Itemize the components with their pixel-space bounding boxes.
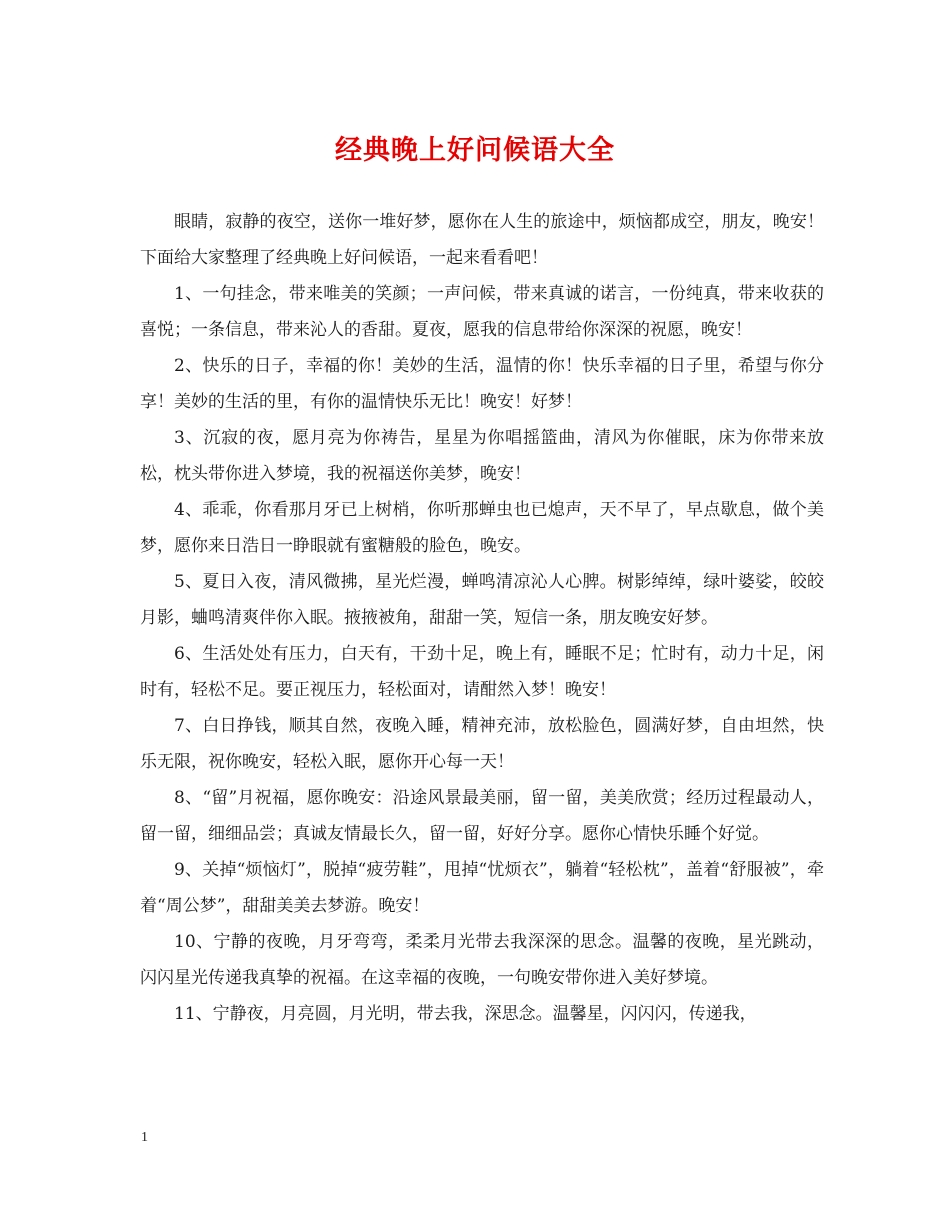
paragraph-1: 1、一句挂念，带来唯美的笑颜；一声问候，带来真诚的诺言，一份纯真，带来收获的喜悦；一条信息，带来沁人的香甜。夏夜，愿我的信息带给你深深的祝愿，晚安！ (140, 284, 824, 340)
paragraph-4: 4、乖乖，你看那月牙已上树梢，你听那蝉虫也已熄声，天不早了，早点歇息，做个美梦，愿你来日浩日一睁眼就有蜜糖般的脸色，晚安。 (140, 500, 824, 556)
paragraph-3: 3、沉寂的夜，愿月亮为你祷告，星星为你唱摇篮曲，清风为你催眠，床为你带来放松，枕头带你进入梦境，我的祝福送你美梦，晚安！ (140, 428, 824, 484)
document-title: 经典晚上好问候语大全 (335, 135, 615, 166)
paragraph-7: 7、白日挣钱，顺其自然，夜晚入睡，精神充沛，放松脸色，圆满好梦，自由坦然，快乐无限，祝你晚安，轻松入眠，愿你开心每一天！ (140, 716, 824, 772)
page-number: 1 (141, 1130, 148, 1145)
paragraph-5: 5、夏日入夜，清风微拂，星光烂漫，蝉鸣清凉沁人心脾。树影绰绰，绿叶婆娑，皎皎月影，蛐鸣清爽伴你入眠。掖掖被角，甜甜一笑，短信一条，朋友晚安好梦。 (140, 572, 824, 628)
document-body (140, 204, 824, 1032)
paragraph-intro: 眼睛，寂静的夜空，送你一堆好梦，愿你在人生的旅途中，烦恼都成空，朋友，晚安！下面给大家整理了经典晚上好问候语，一起来看看吧！ (140, 212, 824, 268)
paragraph-9: 9、关掉“烦恼灯”，脱掉“疲劳鞋”，甩掉“忧烦衣”，躺着“轻松枕”，盖着“舒服被”，牵着“周公梦”，甜甜美美去梦游。晚安！ (140, 860, 824, 916)
paragraph-10: 10、宁静的夜晚，月牙弯弯，柔柔月光带去我深深的思念。温馨的夜晚，星光跳动，闪闪星光传递我真挚的祝福。在这幸福的夜晚，一句晚安带你进入美好梦境。 (140, 932, 824, 988)
paragraph-11: 11、宁静夜，月亮圆，月光明，带去我，深思念。温馨星，闪闪闪，传递我， (174, 1004, 757, 1024)
paragraph-6: 6、生活处处有压力，白天有，干劲十足，晚上有，睡眠不足；忙时有，动力十足，闲时有，轻松不足。要正视压力，轻松面对，请酣然入梦！晚安！ (140, 644, 824, 700)
paragraph-8: 8、“留”月祝福，愿你晚安：沿途风景最美丽，留一留，美美欣赏；经历过程最动人，留一留，细细品尝；真诚友情最长久，留一留，好好分享。愿你心情快乐睡个好觉。 (140, 788, 824, 844)
paragraph-2: 2、快乐的日子，幸福的你！美妙的生活，温情的你！快乐幸福的日子里，希望与你分享！美妙的生活的里，有你的温情快乐无比！晚安！好梦！ (140, 356, 824, 412)
